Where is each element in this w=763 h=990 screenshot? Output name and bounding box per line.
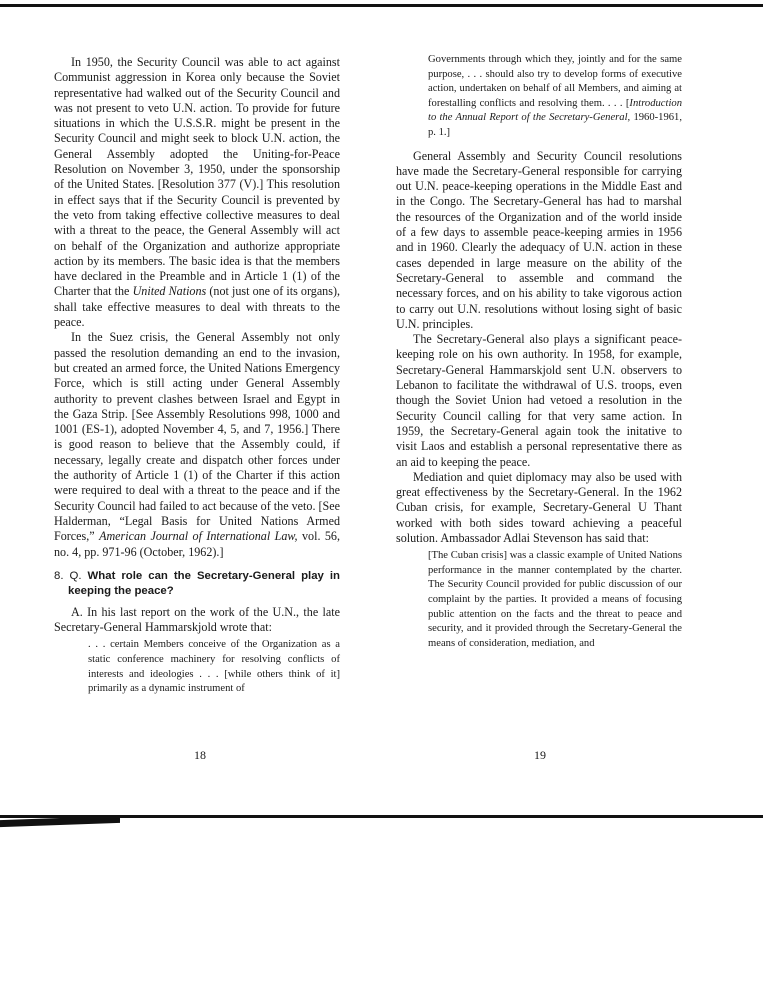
quote-text: Governments through which they, jointly and for the same purpose, . . . should also try to develop forms of executive action, undertaken on behalf of all Members, and aiming at forestalling conflicts and resolving them. . . . [ bbox=[428, 54, 682, 109]
block-quote-continuation bbox=[428, 53, 682, 141]
question-heading bbox=[54, 569, 340, 599]
page-number-right: 19 bbox=[534, 748, 546, 762]
italic-citation: Introduction to the Annual Report of the Secretary-General, bbox=[428, 97, 682, 124]
paragraph-korea-uniting-for-peace bbox=[54, 55, 340, 330]
question-text: What role can the Secretary-General play in keeping the peace? bbox=[68, 569, 340, 597]
italic-citation: American Journal of International Law, bbox=[99, 529, 298, 544]
top-scan-rule bbox=[0, 4, 763, 7]
paragraph-text-tail: (not just one of its organs), shall take effective measures to deal with threats to the peace. bbox=[54, 284, 340, 330]
paragraph-suez-crisis bbox=[54, 330, 340, 559]
question-number: 8. Q. bbox=[54, 569, 82, 582]
paragraph-mediation: Mediation and quiet diplomacy may also be used with great effectiveness by the Secretary-General. In the 1962 Cuban crisis, for example, Secretary-General U Thant worked with both sides toward achieving a peaceful solution. Ambassador Adlai Stevenson has said that: bbox=[396, 469, 682, 545]
italic-phrase: United Nations bbox=[132, 284, 207, 299]
paragraph-text: In the Suez crisis, the General Assembly not only passed the resolution demanding an end to the invasion, but created an armed force, the United Nations Emergency Force, which is still acting under General Assembly authority to prevent clashes between Israel and Egypt in the Gaza Strip. [See Assembly Resolutions 998, 1000 and 1001 (ES-1), adopted November 4, 5, and 7, 1956.] There is good reason to believe that the Assembly could, if necessary, legally create and dispatch other forces under the authority of Article 1 (1) of the Charter if this action were required to deal with a threat to the peace and if the Security Council had failed to act because of the veto. [See Halderman, “Legal Basis for United Nations Armed Forces,” bbox=[54, 330, 340, 544]
left-page-column bbox=[54, 55, 340, 700]
block-quote-stevenson: [The Cuban crisis] was a classic example of United Nations performance in the manner contemplated by the charter. The Security Council provided for public discussion of our complaint by the parties. It provided a means of focusing public attention on the facts and the threat to peace and security, and it provided through the Secretary-General the means of consideration, mediation, and bbox=[428, 550, 682, 649]
paragraph-own-authority: The Secretary-General also plays a significant peace-keeping role on his own authority. In 1958, for example, Secretary-General Hammarskjold sent U.N. observers to Lebanon to facilitate the withdrawal of U.S. troops, even though the Soviet Union had vetoed a resolution in the Security Council calling for that very same action. In 1959, the Secretary-General again took the initative to visit Laos and establish a personal representative there as an aid to keeping the peace. bbox=[396, 332, 682, 469]
paragraph-text: In 1950, the Security Council was able to act against Communist aggression in Korea only because the Soviet representative had walked out of the Security Council and was not present to veto U.N. action. To provide for future situations in which the U.S.S.R. might be present in the Security Council and might seek to block U.N. action, the General Assembly adopted the Uniting-for-Peace Resolution on November 3, 1950, under the sponsorship of the United States. [Resolution 377 (V).] This resolution in effect says that if the Security Council is prevented by the veto from taking effective collective measures to deal with a threat to the peace, the General Assembly will act on behalf of the Organization and authorize appropriate action by its members. The basic idea is that the members have declared in the Preamble and in Article 1 (1) of the Charter that the bbox=[54, 55, 340, 299]
paragraph-answer-intro: A. In his last report on the work of the U.N., the late Secretary-General Hammarskjold wrote that: bbox=[54, 604, 340, 635]
paragraph-peacekeeping-operations: General Assembly and Security Council resolutions have made the Secretary-General responsible for carrying out U.N. peace-keeping operations in the Middle East and in the Congo. The Secretary-General has had to marshal the resources of the Organization and of the world inside of a few days to assemble peace-keeping armies in 1956 and in 1960. Clearly the adequacy of U.N. action in these cases depended in large measure on the ability of the Secretary-General to assemble and command the necessary forces, and on his ability to take vigorous action to carry out U.N. resolutions without losing sight of basic U.N. principles. bbox=[396, 148, 682, 331]
page-number-left: 18 bbox=[194, 748, 206, 762]
bottom-scan-rule bbox=[0, 815, 763, 818]
quote-text-tail: 1960-1961, p. 1.] bbox=[428, 112, 682, 138]
block-quote-hammarskjold: . . . certain Members conceive of the Organization as a static conference machinery for resolving conflicts of interests and ideologies . . . [while others think of it] primarily as a dynamic instrument of bbox=[88, 639, 340, 695]
right-page-column bbox=[396, 55, 682, 654]
paragraph-text-tail: vol. 56, no. 4, pp. 971-96 (October, 1962).] bbox=[54, 529, 340, 559]
